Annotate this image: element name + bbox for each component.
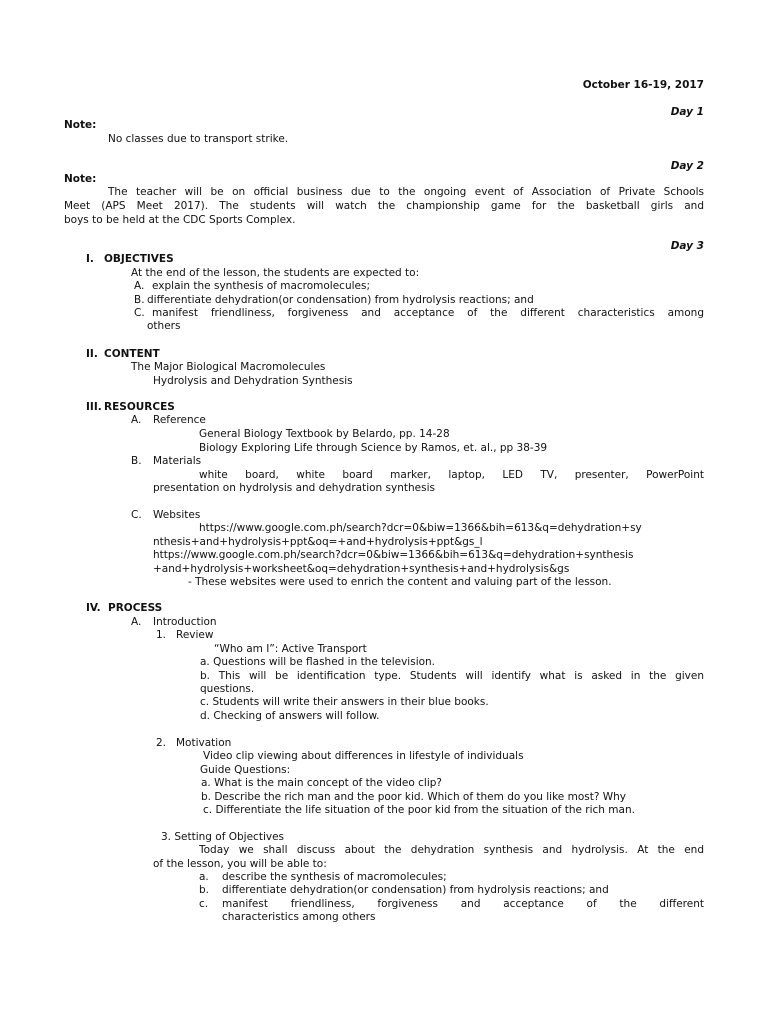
review-game-title: “Who am I”: Active Transport (214, 643, 367, 655)
day2-note-line: boys to be held at the CDC Sports Complex. (64, 214, 296, 226)
list-marker: C. (131, 509, 142, 521)
materials-heading: Materials (153, 455, 202, 467)
lesson-objective: differentiate dehydration(or condensation) from hydrolysis reactions; and (222, 884, 609, 896)
guide-question: b. Describe the rich man and the poor kid. Which of them do you like most? Why (201, 791, 626, 803)
list-marker: c. (199, 898, 209, 910)
setting-objectives-text: of the lesson, you will be able to: (153, 858, 327, 870)
guide-question: a. What is the main concept of the video clip? (201, 777, 442, 789)
day3-label: Day 3 (670, 240, 704, 252)
list-marker: A. (134, 280, 145, 292)
website-link[interactable]: +and+hydrolysis+worksheet&oq=dehydration+synthesis+and+hydrolysis&gs (153, 563, 570, 575)
setting-objectives-heading: 3. Setting of Objectives (161, 831, 285, 843)
day2-label: Day 2 (670, 160, 704, 172)
guide-questions-label: Guide Questions: (200, 764, 291, 776)
materials-text: presentation on hydrolysis and dehydration synthesis (153, 482, 435, 494)
resources-heading: RESOURCES (104, 401, 175, 413)
website-link[interactable]: https://www.google.com.ph/search?dcr=0&biw=1366&bih=613&q=dehydration+sy (199, 522, 642, 534)
content-heading: CONTENT (104, 348, 160, 360)
review-step: b. This will be identification type. Students will identify what is asked in the given (200, 670, 704, 682)
reference-item: Biology Exploring Life through Science by Ramos, et. al., pp 38-39 (199, 442, 548, 454)
introduction-heading: Introduction (153, 616, 217, 628)
review-step: c. Students will write their answers in their blue books. (200, 696, 489, 708)
section-number: I. (86, 253, 94, 265)
day2-note-label: Note: (64, 173, 97, 185)
list-marker: A. (131, 616, 142, 628)
lesson-objective-cont: characteristics among others (222, 911, 376, 923)
content-line: Hydrolysis and Dehydration Synthesis (153, 375, 353, 387)
review-step-cont: questions. (200, 683, 255, 695)
objective-item: explain the synthesis of macromolecules; (152, 280, 370, 292)
motivation-heading: Motivation (176, 737, 232, 749)
list-marker: B. (134, 294, 145, 306)
websites-note: - These websites were used to enrich the content and valuing part of the lesson. (188, 576, 612, 588)
website-link[interactable]: https://www.google.com.ph/search?dcr=0&biw=1366&bih=613&q=dehydration+synthesis (153, 549, 634, 561)
section-number: II. (86, 348, 98, 360)
process-heading: PROCESS (108, 602, 163, 614)
day1-note-label: Note: (64, 119, 97, 131)
review-heading: Review (176, 629, 214, 641)
objective-item-cont: others (147, 320, 181, 332)
motivation-text: Video clip viewing about differences in lifestyle of individuals (203, 750, 524, 762)
guide-question: c. Differentiate the life situation of the poor kid from the situation of the rich man. (203, 804, 635, 816)
objectives-heading: OBJECTIVES (104, 253, 174, 265)
list-marker: B. (131, 455, 142, 467)
objectives-intro: At the end of the lesson, the students are expected to: (131, 267, 420, 279)
list-marker: a. (199, 871, 209, 883)
section-number: IV. (86, 602, 101, 614)
objective-item: manifest friendliness, forgiveness and acceptance of the different characteristics among (152, 307, 704, 319)
section-number: III. (86, 401, 102, 413)
list-marker: 1. (156, 629, 167, 641)
list-marker: 2. (156, 737, 167, 749)
day2-note-line: The teacher will be on official business due to the ongoing event of Association of Private Schools (108, 186, 704, 198)
list-marker: b. (199, 884, 210, 896)
document-date: October 16-19, 2017 (582, 79, 704, 91)
content-line: The Major Biological Macromolecules (131, 361, 326, 373)
day2-note-line: Meet (APS Meet 2017). The students will watch the championship game for the basketball girls and (64, 200, 704, 212)
lesson-objective: describe the synthesis of macromolecules; (222, 871, 447, 883)
list-marker: A. (131, 414, 142, 426)
reference-heading: Reference (153, 414, 206, 426)
review-step: a. Questions will be flashed in the television. (200, 656, 436, 668)
lesson-objective: manifest friendliness, forgiveness and acceptance of the different (222, 898, 704, 910)
reference-item: General Biology Textbook by Belardo, pp. 14-28 (199, 428, 450, 440)
day1-note-text: No classes due to transport strike. (108, 133, 289, 145)
setting-objectives-text: Today we shall discuss about the dehydration synthesis and hydrolysis. At the end (199, 844, 704, 856)
objective-item: differentiate dehydration(or condensation) from hydrolysis reactions; and (147, 294, 534, 306)
materials-text: white board, white board marker, laptop, LED TV, presenter, PowerPoint (199, 469, 704, 481)
list-marker: C. (134, 307, 145, 319)
day1-label: Day 1 (670, 106, 704, 118)
website-link[interactable]: nthesis+and+hydrolysis+ppt&oq=+and+hydrolysis+ppt&gs_l (153, 536, 483, 548)
review-step: d. Checking of answers will follow. (200, 710, 380, 722)
websites-heading: Websites (153, 509, 201, 521)
